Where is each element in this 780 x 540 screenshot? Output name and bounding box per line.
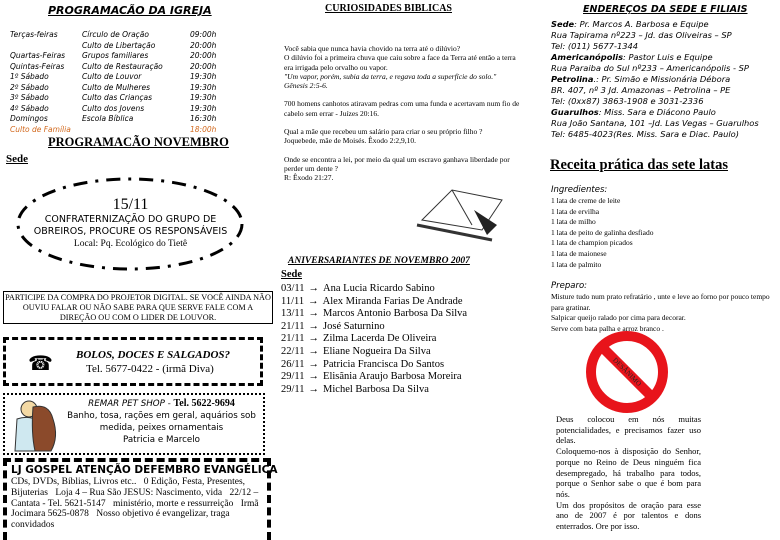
overlap-line: Nosso objetivo é evangelizar, traga convidados <box>11 509 230 531</box>
schedule-time: 18:00h <box>190 124 217 134</box>
overlap-title-b: ATENÇÃO DEFEMBRO EVANGÉLICA <box>75 464 278 476</box>
schedule-row <box>10 30 270 41</box>
address-label: Sede <box>551 19 575 29</box>
overlap-line: 0 Edição, Festa, Presentes, Bijuterias <box>11 477 246 498</box>
birthdays-title: ANIVERSARIANTES DE NOVEMBRO 2007 <box>288 256 470 266</box>
schedule-day: Terças-feiras <box>10 30 58 39</box>
paragraph: Você sabia que nunca havia chovido na terra até o dilúvio? <box>284 44 461 53</box>
schedule-event: Culto de Restauração <box>82 61 163 71</box>
schedule-row <box>10 114 270 125</box>
schedule-day: Quintas-Feiras <box>10 61 65 71</box>
address-line <box>551 118 759 129</box>
address-text: .: Pr. Simão e Missionária Débora <box>593 74 731 84</box>
birthday-date: 26/11 <box>281 358 305 370</box>
birthday-item <box>281 296 467 309</box>
sede-label: Sede <box>6 153 28 165</box>
open-book-illustration <box>412 180 507 242</box>
curiosidades-text <box>284 44 524 183</box>
ingredient-item: 1 lata de palmito <box>551 259 602 269</box>
schedule-time: 09:00h <box>190 30 217 39</box>
ingredient-list <box>551 196 776 270</box>
address-label: Guarulhos <box>551 107 599 117</box>
schedule-row <box>10 93 270 104</box>
birthday-item <box>281 371 467 384</box>
birthday-date: 21/11 <box>281 320 305 332</box>
schedule-event: Grupos familiares <box>82 51 149 60</box>
preparo-step: Salpicar queijo ralado por cima para decorar. <box>551 313 686 323</box>
projector-notice: PARTICIPE DA COMPRA DO PROJETOR DIGITAL. SE VOCÊ AINDA NÃO OUVIU FALAR OU NÃO SABE PARA QUE SERVE FALE COM A DIREÇÃO OU COM O LIDER DE LOUVOR. <box>3 291 273 324</box>
pet-shop-line: medida, peixes ornamentais <box>99 423 224 433</box>
birthdays-sede: Sede <box>281 269 302 280</box>
address-line <box>551 63 759 74</box>
address-text: : Pr. Marcos A. Barbosa e Equipe <box>574 19 709 29</box>
bolos-phone: Tel. 5677-0422 - (irmã Diva) <box>86 363 214 375</box>
schedule-time: 19:30h <box>190 93 217 102</box>
birthday-list <box>281 283 467 396</box>
preparo-step: Serve com bata palha e arroz branco . <box>551 323 664 333</box>
address-line <box>551 19 759 30</box>
birthday-name: Alex Miranda Farias De Andrade <box>322 295 463 307</box>
schedule-event: Escola Bíblica <box>82 114 134 123</box>
address-line <box>551 30 759 41</box>
pet-shop-ad <box>3 393 265 455</box>
birthday-date: 03/11 <box>281 283 305 294</box>
address-text: Rua João Santana, 101 –Jd. Las Vegas – Guarulhos <box>551 118 759 128</box>
address-text: Tel: (011) 5677-1344 <box>551 41 639 51</box>
schedule-event: Culto de Mulheres <box>82 82 151 92</box>
preparo-list <box>551 292 776 334</box>
sign-text: DESÂNIMO <box>611 356 643 388</box>
church-program-title: PROGRAMACÃO DA IGREJA <box>48 4 212 17</box>
paragraph: Deus colocou em nós muitas potencialidades, e precisamos fazer uso delas. <box>556 414 701 446</box>
event-location: Local: Pq. Ecológico do Tietê <box>73 239 188 249</box>
birthday-item <box>281 283 467 296</box>
overlap-title-a: LJ GOSPEL <box>11 464 72 476</box>
birthday-item <box>281 308 467 321</box>
address-text: BR. 407, nº 3 Jd. Amazonas – Petrolina – PE <box>551 85 731 95</box>
address-list <box>551 19 759 140</box>
event-date: 15/11 <box>112 196 149 213</box>
birthday-name: Eliane Nogueira Da Silva <box>323 345 431 357</box>
birthday-name: José Saturnino <box>323 320 385 332</box>
schedule-row <box>10 62 270 73</box>
pet-shop-name: REMAR PET SHOP - <box>88 399 174 409</box>
phone-icon: ☎ <box>28 351 53 375</box>
arrow-icon: → <box>308 383 320 395</box>
curiosidades-title: CURIOSIDADES BIBLICAS <box>325 3 452 14</box>
schedule-time: 19:30h <box>190 103 217 113</box>
ingredient-item: 1 lata de maionese <box>551 248 607 258</box>
arrow-icon: → <box>308 295 319 307</box>
paragraph: Onde se encontra a lei, por meio da qual um escravo ganhava liberdade por perder um dente ? <box>284 154 510 173</box>
birthday-item <box>281 384 467 397</box>
address-line <box>551 74 759 85</box>
address-text: : Miss. Sara e Diácono Paulo <box>598 107 716 117</box>
birthday-item <box>281 359 467 372</box>
schedule-row <box>10 125 270 136</box>
answer: R: Êxodo 21:27. <box>284 173 334 183</box>
addresses-title: ENDEREÇOS DA SEDE E FILIAIS <box>583 4 748 15</box>
address-line <box>551 107 759 118</box>
answer: Joquebede, mãe de Moisés. Êxodo 2:2,9,10. <box>284 136 417 146</box>
arrow-icon: → <box>308 283 320 294</box>
birthday-date: 29/11 <box>281 383 305 395</box>
schedule-event: Culto dos Jovens <box>82 103 145 113</box>
birthday-name: Patricia Francisca Do Santos <box>323 358 445 370</box>
schedule-event: Culto das Crianças <box>82 93 153 102</box>
arrow-icon: → <box>308 345 320 357</box>
ingredient-item: 1 lata de milho <box>551 217 596 227</box>
address-line <box>551 85 759 96</box>
paragraph: Coloquemo-nos à disposição do Senhor, porque no Reino de Deus ninguém fica desempregado, há trabalho para todos, porque o Senhor sabe o que é bom para nós. <box>556 446 701 499</box>
arrow-icon: → <box>308 358 320 370</box>
schedule-event: Círculo de Oração <box>82 30 149 39</box>
schedule-row <box>10 104 270 115</box>
prohibition-sign-icon <box>580 330 675 414</box>
birthday-name: Marcos Antonio Barbosa Da Silva <box>323 308 468 320</box>
arrow-icon: → <box>308 308 320 320</box>
ingredients-label: Ingredientes: <box>551 185 608 195</box>
schedule-row <box>10 41 270 52</box>
address-line <box>551 41 759 52</box>
birthday-date: 13/11 <box>281 308 305 320</box>
address-label: Petrolina <box>551 74 594 84</box>
birthday-name: Elisãnia Araujo Barbosa Moreira <box>323 371 462 383</box>
paragraph: Qual a mãe que recebeu um salário para criar o seu próprio filho ? <box>284 127 483 137</box>
schedule-day: Domingos <box>10 114 48 123</box>
ingredient-item: 1 lata de ervilha <box>551 206 600 216</box>
birthday-item <box>281 321 467 334</box>
schedule-day: 1º Sábado <box>10 72 49 81</box>
recipe <box>551 184 776 335</box>
birthday-name: Zilma Lacerda De Oliveira <box>323 333 437 345</box>
schedule-time: 16:30h <box>190 114 217 123</box>
november-title: PROGRAMACÃO NOVEMBRO <box>48 135 229 149</box>
paragraph: Um dos propósitos de oração para esse ano de 2007 é por talentos e dons enterrados. Ore por isso. <box>556 499 701 532</box>
schedule-event: Culto de Louvor <box>82 72 142 81</box>
birthday-name: Michel Barbosa Da Silva <box>323 383 429 395</box>
schedule-time: 19:30h <box>190 72 217 81</box>
schedule-time: 20:00h <box>190 61 217 71</box>
reflection-text <box>556 414 701 532</box>
overlap-line: Loja 4 – Rua São JESUS: Nascimento, vida <box>55 487 223 498</box>
schedule-day: 3º Sábado <box>10 93 49 102</box>
arrow-icon: → <box>308 371 320 383</box>
bolos-title: BOLOS, DOCES E SALGADOS? <box>76 349 231 361</box>
schedule-time: 20:00h <box>190 40 217 50</box>
event-line: OBREIROS, PROCURE OS RESPONSÁVEIS <box>33 226 228 237</box>
pet-shop-line: Patricia e Marcelo <box>123 435 200 445</box>
birthday-name: Ana Lucia Ricardo Sabino <box>323 283 435 294</box>
schedule-table <box>10 30 270 135</box>
lj-gospel-box <box>3 458 278 540</box>
recipe-title: Receita prática das sete latas <box>550 157 728 173</box>
birthday-date: 29/11 <box>281 371 305 383</box>
birthday-item <box>281 346 467 359</box>
preparo-label: Preparo: <box>551 281 588 292</box>
address-text: Rua Tapirama nº223 – Jd. das Oliveiras – SP <box>551 30 732 40</box>
ingredient-item: 1 lata de creme de leite <box>551 196 621 205</box>
schedule-day: Culto de Família <box>10 124 71 134</box>
pet-shop-phone: Tel. 5622-9694 <box>173 398 235 409</box>
address-label: Americanópolis <box>551 52 624 62</box>
address-line <box>551 96 759 107</box>
schedule-row <box>10 83 270 94</box>
overlap-line: 22/12 – Cantata - Tel. 5621-5147 <box>11 487 259 509</box>
birthday-date: 11/11 <box>281 295 305 307</box>
address-line <box>551 129 759 140</box>
event-line: CONFRATERNIZAÇÃO DO GRUPO DE <box>44 214 217 225</box>
arrow-icon: → <box>308 320 320 332</box>
birthday-date: 22/11 <box>281 345 305 357</box>
schedule-row <box>10 72 270 83</box>
event-box <box>8 196 253 250</box>
address-text: Tel: (0xx87) 3863-1908 e 3031-2336 <box>551 96 704 106</box>
overlap-line: ministério, morte e ressurreição <box>113 498 234 509</box>
address-line <box>551 52 759 63</box>
address-text: Tel: 6485-4023(Res. Miss. Sara e Diac. Paulo) <box>551 129 740 139</box>
schedule-event: Culto de Libertação <box>82 40 156 50</box>
quote-ref: Gênesis 2:5-6. <box>284 81 328 91</box>
paragraph: 700 homens canhotos atiravam pedras com uma funda e acertavam num fio de cabelo sem errar - Juízes 20:16. <box>284 99 520 118</box>
birthday-date: 21/11 <box>281 333 305 345</box>
overlap-line: CDs, DVDs, Bíblias, Livros etc.. <box>11 477 137 487</box>
address-text: Rua Paraiba do Sul nº233 – Americanópolis - SP <box>551 63 749 73</box>
overlap-line: Irmã Jocimara 5625-0878 <box>11 498 259 520</box>
schedule-day: 4º Sábado <box>10 103 49 113</box>
ingredient-item: 1 lata de champion picados <box>551 238 633 248</box>
quote: "Um vapor, porém, subia da terra, e regava toda a superfície do solo." <box>284 71 497 81</box>
schedule-time: 19:30h <box>190 82 217 92</box>
preparo-step: Misture tudo num prato refratário , unte e leve ao forno por pouco tempo para gratinar. <box>551 292 770 312</box>
paragraph: O dilúvio foi a primeira chuva que caiu sobre a face da Terra até então a terra era irrigada pelo orvalho ou vapor. <box>284 53 516 72</box>
arrow-icon: → <box>308 333 320 345</box>
schedule-day: 2º Sábado <box>10 82 49 92</box>
dog-hug-illustration <box>9 397 63 453</box>
schedule-day: Quartas-Feiras <box>10 51 66 60</box>
ingredient-item: 1 lata de peito de galinha desfiado <box>551 227 654 237</box>
bolos-box <box>3 337 263 386</box>
schedule-row <box>10 51 270 62</box>
pet-shop-line: Banho, tosa, rações em geral, aquários sob <box>67 411 256 421</box>
birthday-item <box>281 333 467 346</box>
schedule-time: 20:00h <box>190 51 217 60</box>
address-text: : Pastor Luis e Equipe <box>623 52 713 62</box>
